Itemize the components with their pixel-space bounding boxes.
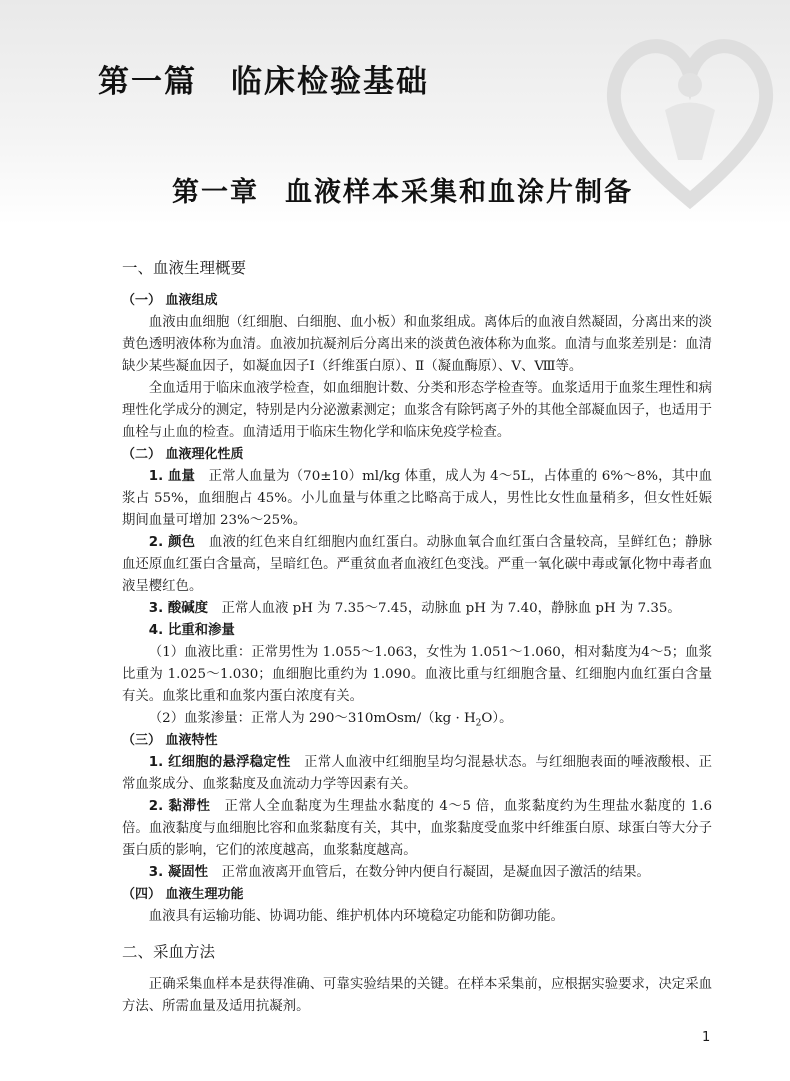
paragraph: 正确采集血样本是获得准确、可靠实验结果的关键。在样本采集前，应根据实验要求，决定采血方法、所需血量及适用抗凝剂。 xyxy=(122,977,712,1014)
paragraph xyxy=(122,796,712,862)
page-number: 1 xyxy=(702,1030,711,1045)
item-text: 正常人血量为（70±10）ml/kg 体重，成人为 4～5L，占体重的 6%～8%，其中血浆占 55%，血细胞占 45%。小儿血量与体重之比略高于成人，男性比女性血量稍多，但女性妊娠期间血量可增加 23%～25%。 xyxy=(122,469,713,528)
page-body xyxy=(122,256,712,1018)
item-text: O）。 xyxy=(481,711,513,726)
chapter-label: 第一章 xyxy=(172,177,259,208)
item-lead: 2. 颜色 xyxy=(148,535,196,550)
section-heading: 一、血液生理概要 xyxy=(122,259,247,277)
paragraph xyxy=(122,752,712,796)
item-text: 血液的红色来自红细胞内血红蛋白。动脉血氧合血红蛋白含量较高，呈鲜红色；静脉血还原血红蛋白含量高，呈暗红色。严重贫血者血液红色变浅。严重一氧化碳中毒或氰化物中毒者血液呈樱红色。 xyxy=(122,535,713,594)
item-lead: 1. 红细胞的悬浮稳定性 xyxy=(148,755,291,770)
paragraph xyxy=(122,598,712,620)
item-lead: 1. 血量 xyxy=(148,469,196,484)
item-text: 正常人全血黏度为生理盐水黏度的 4～5 倍，血浆黏度约为生理盐水黏度的 1.6 倍。血液黏度与血细胞比容和血浆黏度有关，其中，血浆黏度受血浆中纤维蛋白原、球蛋白等大分子蛋白质的影响，它们的浓度越高，血浆黏度越高。 xyxy=(122,799,712,858)
item-text: 正常血液离开血管后，在数分钟内便自行凝固，是凝血因子激活的结果。 xyxy=(221,865,650,880)
subsection-heading: （三） 血液特性 xyxy=(122,733,218,748)
item-text: 正常人血液 pH 为 7.35～7.45，动脉血 pH 为 7.40，静脉血 pH 为 7.35。 xyxy=(221,601,681,616)
paragraph xyxy=(122,466,712,532)
subscript: 2 xyxy=(475,718,482,729)
paragraph xyxy=(122,620,712,642)
item-text: （2）血浆渗量：正常人为 290～310mOsm/（kg · H xyxy=(148,711,476,726)
part-label: 第一篇 xyxy=(98,64,197,100)
part-name: 临床检验基础 xyxy=(231,64,429,100)
paragraph xyxy=(122,862,712,884)
chapter-name: 血液样本采集和血涂片制备 xyxy=(285,177,633,208)
item-text: 正常人血液中红细胞呈均匀混悬状态。与红细胞表面的唾液酸根、正常血浆成分、血浆黏度及血流动力学等因素有关。 xyxy=(122,755,713,792)
item-lead: 4. 比重和渗量 xyxy=(148,623,235,638)
paragraph xyxy=(122,532,712,598)
paragraph: （1）血液比重：正常男性为 1.055～1.063，女性为 1.051～1.060，相对黏度为4～5；血浆比重为 1.025～1.030；血细胞比重约为 1.090。血液比重与红细胞含量、红细胞内血红蛋白含量有关。血浆比重和血浆内蛋白浓度有关。 xyxy=(122,645,712,704)
paragraph: 血液由血细胞（红细胞、白细胞、血小板）和血浆组成。离体后的血液自然凝固，分离出来的淡黄色透明液体称为血清。血液加抗凝剂后分离出来的淡黄色液体称为血浆。血清与血浆差别是：血清缺少某些凝血因子，如凝血因子Ⅰ（纤维蛋白原）、Ⅱ（凝血酶原）、Ⅴ、Ⅷ等。 xyxy=(122,315,712,374)
item-lead: 2. 黏滞性 xyxy=(148,799,211,814)
item-lead: 3. 凝固性 xyxy=(148,865,209,880)
part-title xyxy=(98,56,429,101)
item-lead: 3. 酸碱度 xyxy=(148,601,209,616)
chapter-title xyxy=(172,170,633,209)
subsection-heading: （一） 血液组成 xyxy=(122,293,218,308)
paragraph: 血液具有运输功能、协调功能、维护机体内环境稳定功能和防御功能。 xyxy=(148,909,564,924)
subsection-heading: （四） 血液生理功能 xyxy=(122,887,244,902)
subsection-heading: （二） 血液理化性质 xyxy=(122,447,244,462)
paragraph xyxy=(122,708,712,730)
paragraph: 全血适用于临床血液学检查，如血细胞计数、分类和形态学检查等。血浆适用于血浆生理性和病理性化学成分的测定，特别是内分泌激素测定；血浆含有除钙离子外的其他全部凝血因子，也适用于血栓与止血的检查。血清适用于临床生物化学和临床免疫学检查。 xyxy=(122,381,712,440)
section-heading: 二、采血方法 xyxy=(122,943,216,961)
